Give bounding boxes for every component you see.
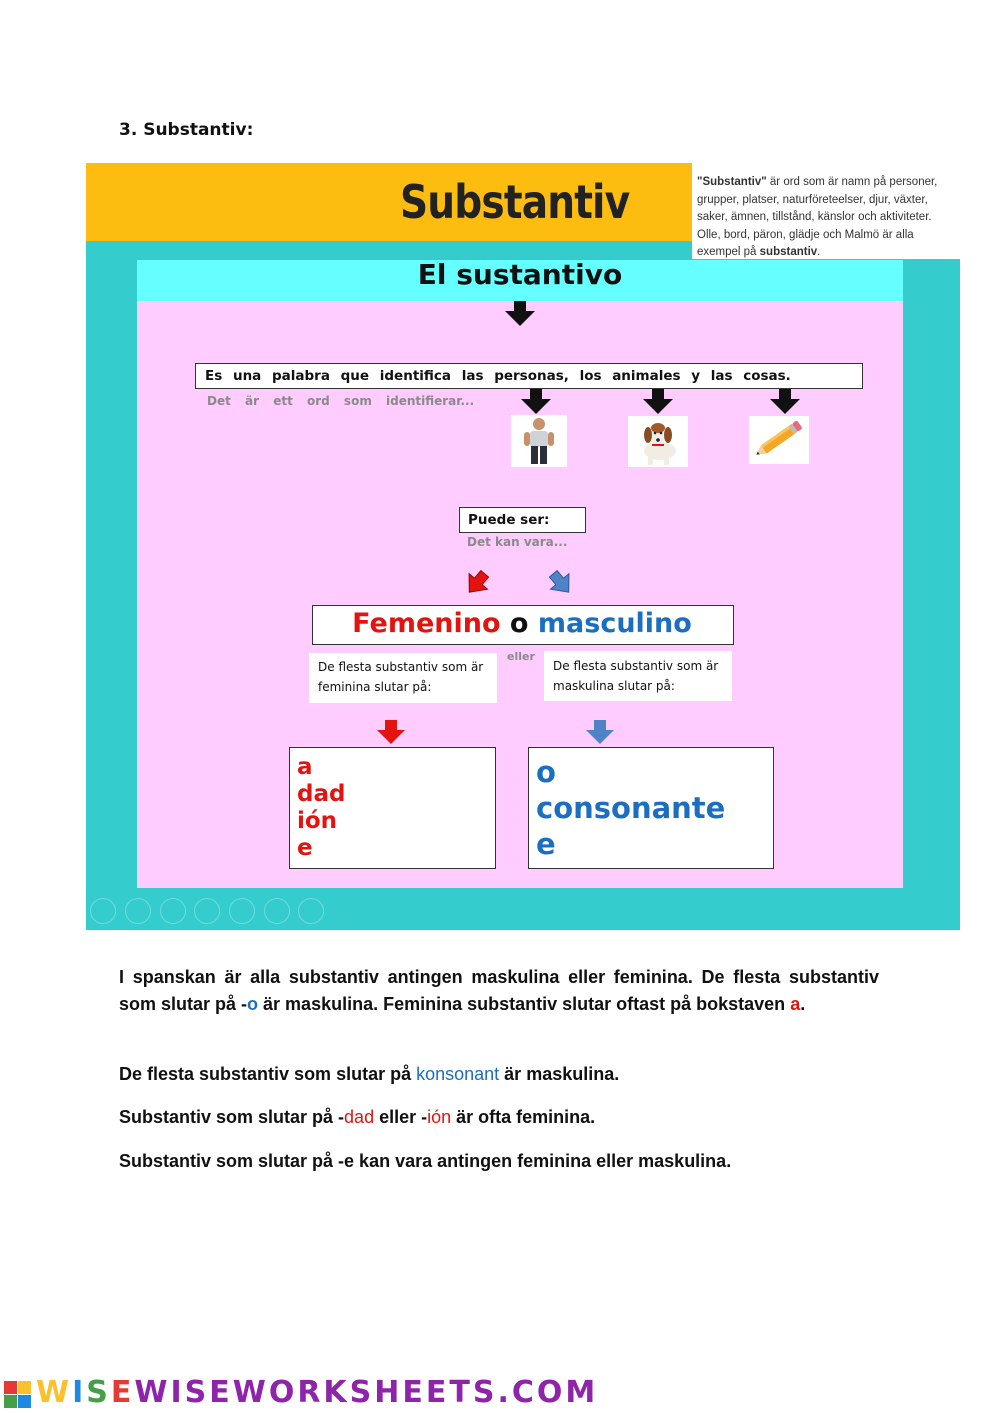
arrow-down-left-icon [462, 569, 492, 597]
masculine-note: De flesta substantiv som är maskulina slutar på: [553, 659, 719, 693]
pencil-icon [749, 416, 809, 464]
subtitles-button[interactable] [264, 898, 290, 924]
definition-note: "Substantiv" är ord som är namn på personer, grupper, platser, naturföreteelser, djur, växter, saker, ämnen, tillstånd, känslor och aktiviteter. Olle, bord, päron, glädje och Malmö är alla exempel på substantiv. [697, 176, 938, 258]
definition-text: Es una palabra que identifica las personas, los animales y las cosas. [205, 368, 791, 384]
puede-ser-text: Puede ser: [468, 512, 550, 528]
zoom-button[interactable] [229, 898, 255, 924]
arrow-down-icon [377, 720, 405, 744]
arrow-down-icon [643, 389, 673, 415]
next-slide-button[interactable] [125, 898, 151, 924]
more-options-button[interactable] [298, 898, 324, 924]
arrow-down-icon [770, 389, 800, 415]
section-heading: 3. Substantiv: [119, 120, 254, 140]
puede-ser-translation: Det kan vara... [467, 535, 568, 549]
paragraph-2: De flesta substantiv som slutar på konsonant är maskulina. [119, 1064, 620, 1084]
paragraph-1: I spanskan är alla substantiv antingen maskulina eller feminina. De flesta substantiv som slutar på -o är maskulina. Feminina substantiv slutar oftast på bokstaven a. [119, 967, 879, 1014]
slide-content [137, 260, 903, 888]
logo-icon [4, 1381, 32, 1409]
pen-tool-button[interactable] [160, 898, 186, 924]
gender-title: Femenino o masculino [352, 608, 692, 639]
arrow-down-right-icon [546, 569, 576, 597]
footer-logo-strip [0, 1375, 1000, 1413]
dog-icon [628, 416, 688, 467]
slide-title: El sustantivo [417, 258, 623, 291]
eller-label: eller [507, 650, 535, 663]
previous-slide-button[interactable] [90, 898, 116, 924]
definition-translation: Det är ett ord som identifierar... [207, 394, 475, 408]
paragraph-3: Substantiv som slutar på -dad eller -ión är ofta feminina. [119, 1107, 596, 1127]
arrow-down-icon [521, 389, 551, 415]
paragraph-4: Substantiv som slutar på -e kan vara antingen feminina eller maskulina. [119, 1151, 732, 1171]
feminine-note: De flesta substantiv som är feminina slutar på: [318, 660, 484, 694]
orange-title: Substantiv [400, 175, 630, 229]
arrow-down-icon [505, 301, 535, 327]
feminine-endings: a dad ión e [297, 754, 346, 861]
slides-overview-button[interactable] [194, 898, 220, 924]
person-icon [511, 415, 567, 467]
masculine-endings: o consonante e [536, 755, 726, 861]
brand-text: WISEWISEWORKSHEETS.COM [36, 1375, 599, 1410]
arrow-down-icon [586, 720, 614, 744]
